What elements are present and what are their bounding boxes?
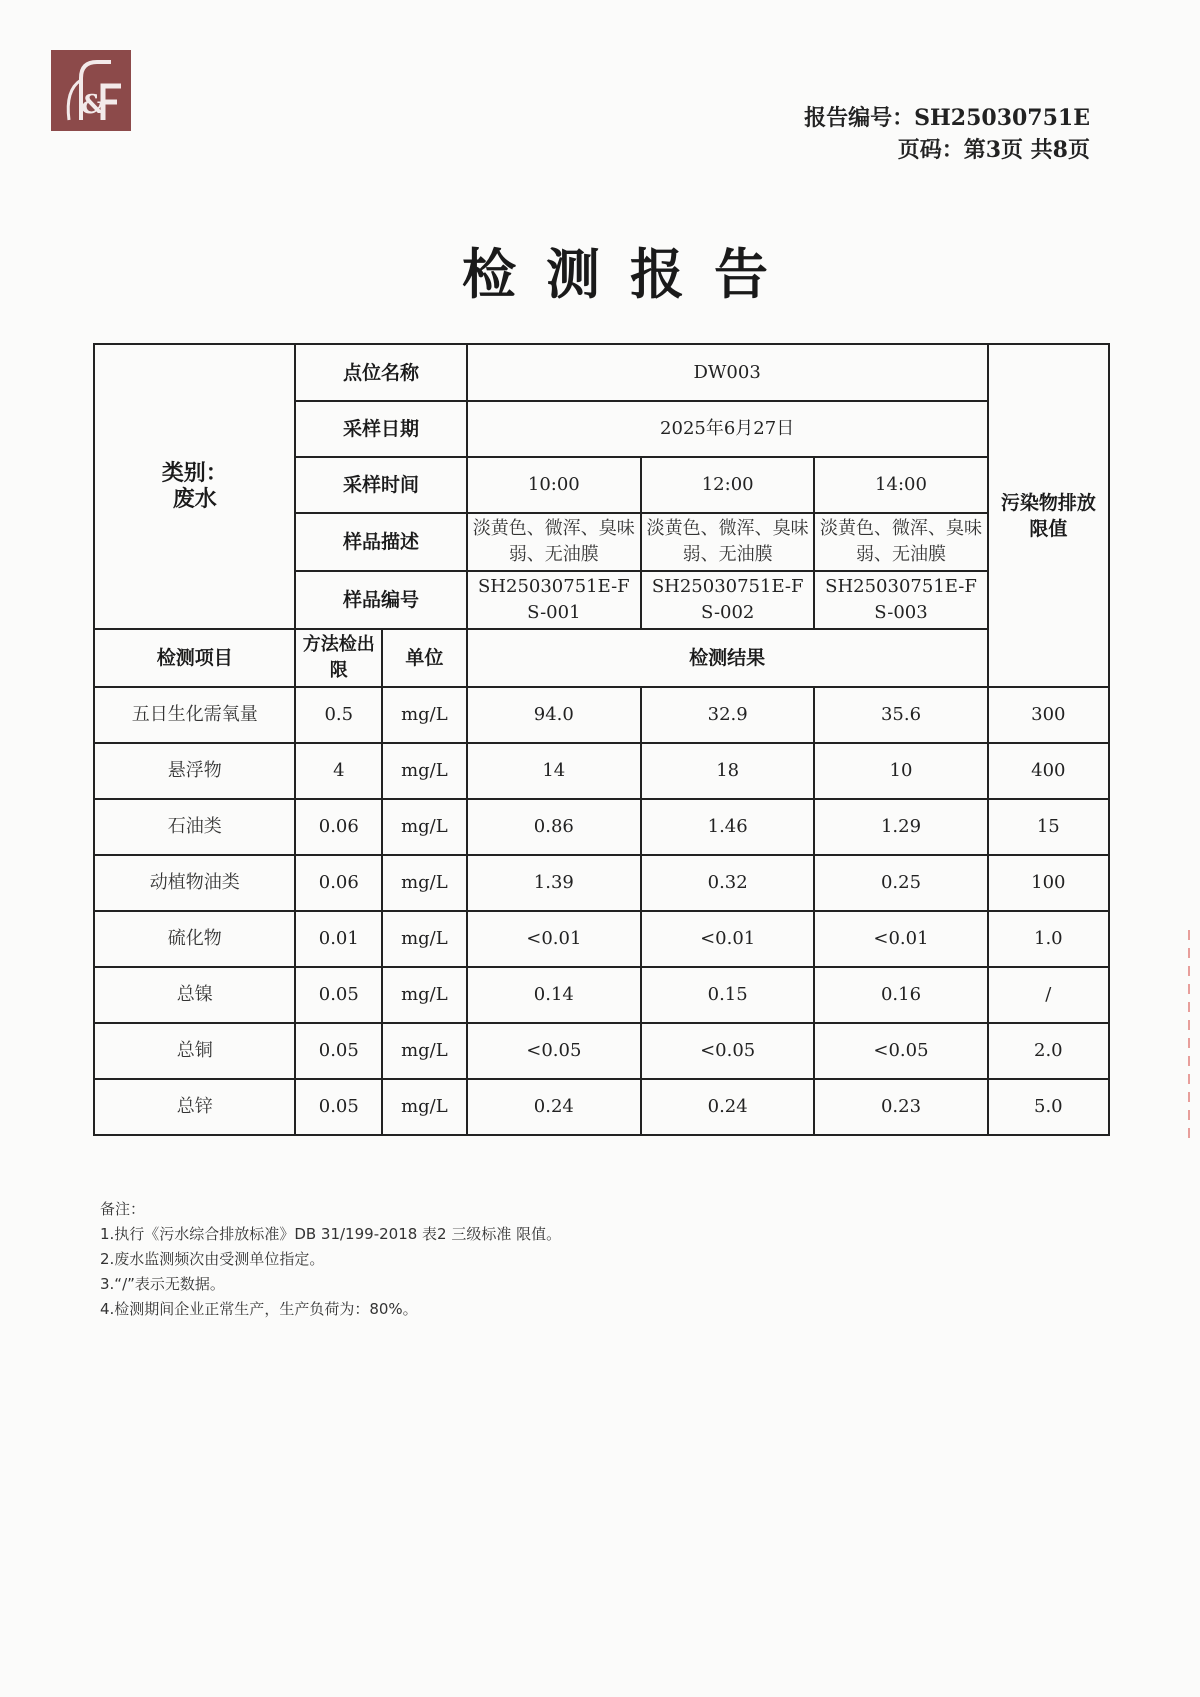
detect-limit: 0.06 xyxy=(295,799,382,855)
notes xyxy=(100,1197,561,1322)
result-value: 1.46 xyxy=(641,799,814,855)
emission-limit: 400 xyxy=(988,743,1109,799)
sample-description: 淡黄色、微浑、臭味弱、无油膜 xyxy=(467,513,641,571)
point-label: 点位名称 xyxy=(295,344,466,401)
item-name: 总铜 xyxy=(94,1023,295,1079)
page-number-label: 页码： xyxy=(897,137,964,163)
category-label: 类别： xyxy=(161,460,228,486)
report-number-label: 报告编号： xyxy=(804,105,915,131)
result-value: 18 xyxy=(641,743,814,799)
svg-text:&: & xyxy=(81,90,105,120)
item-name: 硫化物 xyxy=(94,911,295,967)
result-value: <0.05 xyxy=(641,1023,814,1079)
result-value: 1.39 xyxy=(467,855,641,911)
stamp-edge-mark xyxy=(1186,930,1192,1145)
unit: mg/L xyxy=(382,743,467,799)
item-name: 总锌 xyxy=(94,1079,295,1135)
result-value: 0.25 xyxy=(814,855,987,911)
detect-limit: 0.05 xyxy=(295,1023,382,1079)
date-value: 2025年6月27日 xyxy=(467,401,988,457)
unit: mg/L xyxy=(382,855,467,911)
detect-limit: 4 xyxy=(295,743,382,799)
result-value: 32.9 xyxy=(641,687,814,743)
report-number: SH25030751E xyxy=(914,105,1090,131)
unit: mg/L xyxy=(382,911,467,967)
data-rows xyxy=(94,687,1109,1135)
result-value: <0.01 xyxy=(814,911,987,967)
results-table xyxy=(93,343,1110,1136)
limit-header: 污染物排放限值 xyxy=(988,344,1109,687)
page-number-line xyxy=(804,134,1090,166)
table-row xyxy=(94,855,1109,911)
emission-limit: 300 xyxy=(988,687,1109,743)
af-logo-icon xyxy=(51,50,131,131)
item-name: 悬浮物 xyxy=(94,743,295,799)
item-name: 动植物油类 xyxy=(94,855,295,911)
result-value: 0.24 xyxy=(641,1079,814,1135)
result-value: <0.01 xyxy=(467,911,641,967)
unit: mg/L xyxy=(382,687,467,743)
item-name: 总镍 xyxy=(94,967,295,1023)
unit: mg/L xyxy=(382,1079,467,1135)
result-value: 0.23 xyxy=(814,1079,987,1135)
detect-limit: 0.01 xyxy=(295,911,382,967)
item-name: 五日生化需氧量 xyxy=(94,687,295,743)
sample-description: 淡黄色、微浑、臭味弱、无油膜 xyxy=(641,513,814,571)
col-unit-header: 单位 xyxy=(382,629,467,687)
report-header-info xyxy=(804,102,1090,166)
sample-time: 12:00 xyxy=(641,457,814,513)
table-row xyxy=(94,743,1109,799)
table-row xyxy=(94,687,1109,743)
date-label: 采样日期 xyxy=(295,401,466,457)
notes-heading: 备注： xyxy=(100,1200,146,1218)
emission-limit: 2.0 xyxy=(988,1023,1109,1079)
table-row xyxy=(94,967,1109,1023)
result-value: <0.05 xyxy=(467,1023,641,1079)
col-item-header: 检测项目 xyxy=(94,629,295,687)
sample-time: 10:00 xyxy=(467,457,641,513)
result-value: <0.05 xyxy=(814,1023,987,1079)
time-label: 采样时间 xyxy=(295,457,466,513)
page-title: 检测报告 xyxy=(462,243,798,306)
table-row xyxy=(94,1079,1109,1135)
page-number: 第3页 共8页 xyxy=(963,137,1090,163)
sample-number: SH25030751E-FS-003 xyxy=(814,571,987,629)
note-line: 2.废水监测频次由受测单位指定。 xyxy=(100,1250,325,1268)
note-line: 3.“/”表示无数据。 xyxy=(100,1275,225,1293)
sample-number: SH25030751E-FS-001 xyxy=(467,571,641,629)
report-number-line xyxy=(804,102,1090,134)
result-value: 0.24 xyxy=(467,1079,641,1135)
sample-no-label: 样品编号 xyxy=(295,571,466,629)
unit: mg/L xyxy=(382,799,467,855)
detect-limit: 0.05 xyxy=(295,1079,382,1135)
unit: mg/L xyxy=(382,967,467,1023)
detect-limit: 0.06 xyxy=(295,855,382,911)
emission-limit: / xyxy=(988,967,1109,1023)
detect-limit: 0.05 xyxy=(295,967,382,1023)
company-logo xyxy=(51,50,131,131)
point-value: DW003 xyxy=(467,344,988,401)
col-detect-limit-header: 方法检出限 xyxy=(295,629,382,687)
sample-description: 淡黄色、微浑、臭味弱、无油膜 xyxy=(814,513,987,571)
note-line: 4.检测期间企业正常生产，生产负荷为：80%。 xyxy=(100,1300,418,1318)
result-value: 0.14 xyxy=(467,967,641,1023)
result-value: 94.0 xyxy=(467,687,641,743)
result-value: 0.15 xyxy=(641,967,814,1023)
result-value: 14 xyxy=(467,743,641,799)
result-value: <0.01 xyxy=(641,911,814,967)
detect-limit: 0.5 xyxy=(295,687,382,743)
result-value: 0.16 xyxy=(814,967,987,1023)
description-label: 样品描述 xyxy=(295,513,466,571)
emission-limit: 15 xyxy=(988,799,1109,855)
category-cell xyxy=(94,344,295,629)
item-name: 石油类 xyxy=(94,799,295,855)
note-line: 1.执行《污水综合排放标准》DB 31/199-2018 表2 三级标准 限值。 xyxy=(100,1225,562,1243)
category-value: 废水 xyxy=(172,486,217,512)
sample-time: 14:00 xyxy=(814,457,987,513)
result-value: 10 xyxy=(814,743,987,799)
result-value: 1.29 xyxy=(814,799,987,855)
emission-limit: 1.0 xyxy=(988,911,1109,967)
sample-number: SH25030751E-FS-002 xyxy=(641,571,814,629)
result-value: 0.86 xyxy=(467,799,641,855)
emission-limit: 100 xyxy=(988,855,1109,911)
result-value: 35.6 xyxy=(814,687,987,743)
result-value: 0.32 xyxy=(641,855,814,911)
col-result-header: 检测结果 xyxy=(467,629,988,687)
unit: mg/L xyxy=(382,1023,467,1079)
table-row xyxy=(94,1023,1109,1079)
table-row xyxy=(94,799,1109,855)
table-row xyxy=(94,911,1109,967)
emission-limit: 5.0 xyxy=(988,1079,1109,1135)
